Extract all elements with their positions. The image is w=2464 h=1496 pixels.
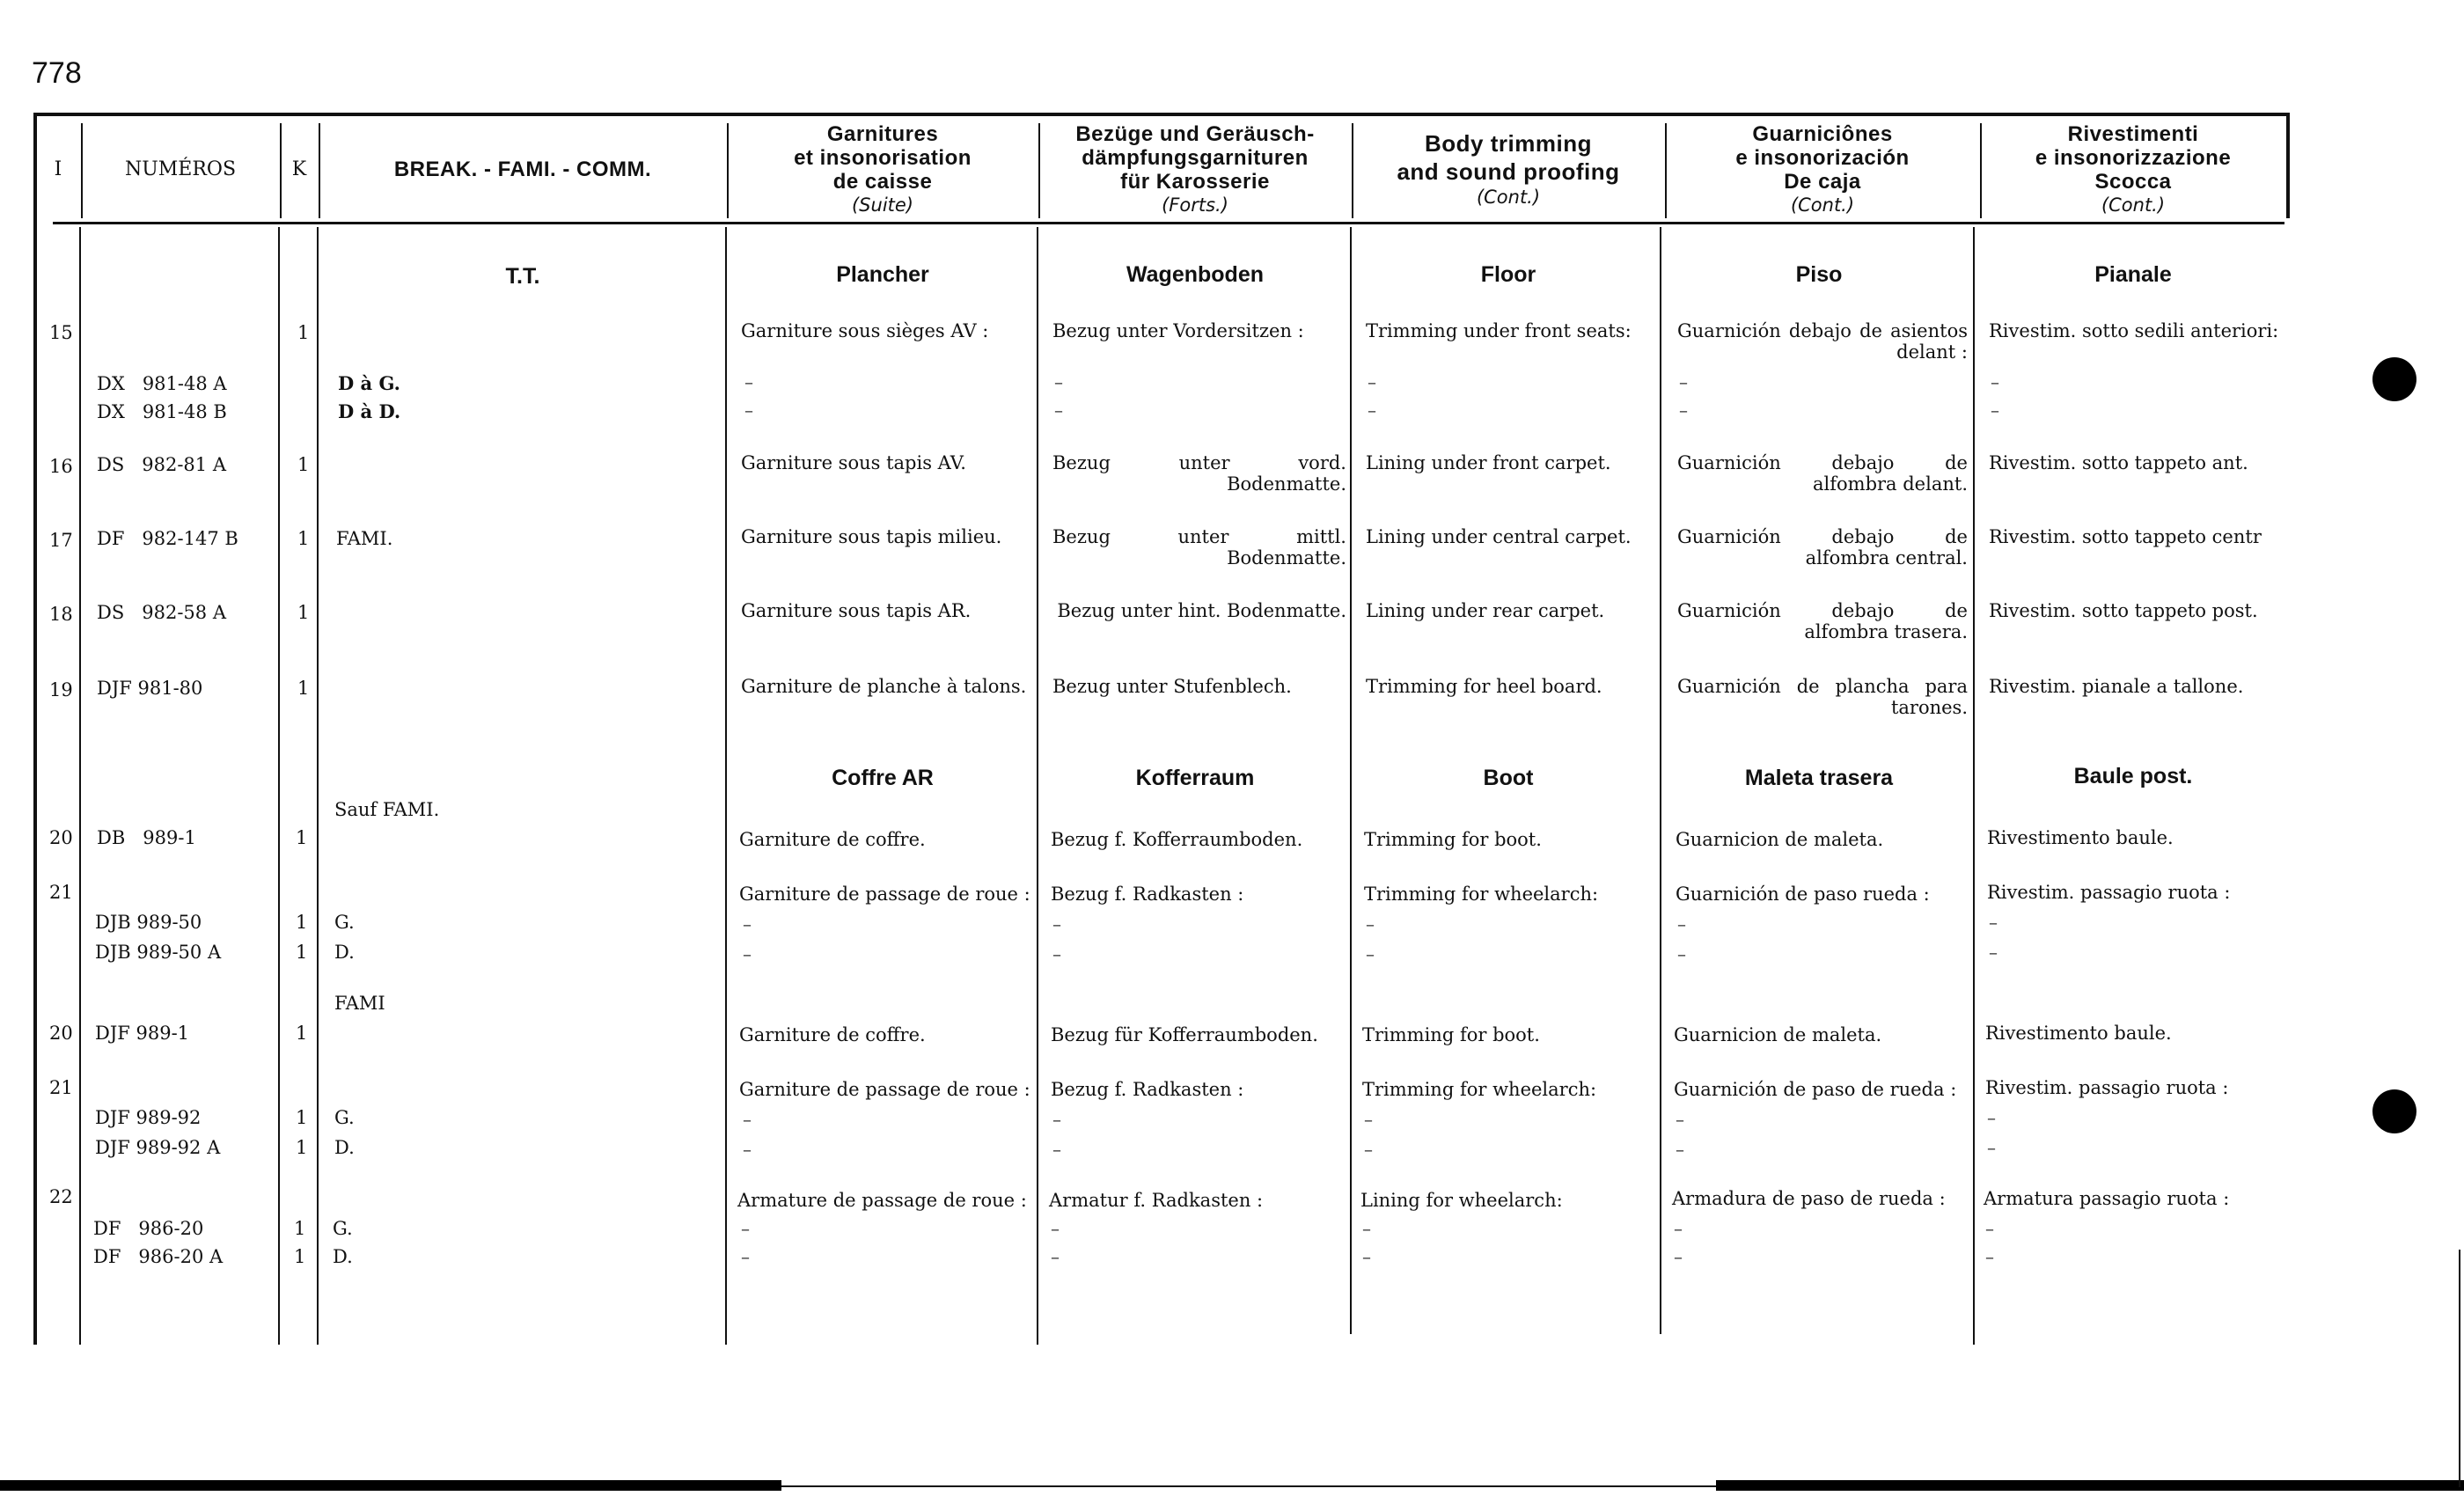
ditto-dash: –	[1362, 1246, 1371, 1267]
row-index: 18	[49, 604, 73, 625]
ditto-dash: –	[1364, 1139, 1373, 1160]
part-number: DX 981-48 A	[97, 373, 227, 394]
row-it: Rivestim. pianale a tallone.	[1989, 676, 2244, 697]
row-break: D.	[334, 942, 355, 963]
row-de: Bezug f. Radkasten :	[1051, 1079, 1244, 1100]
header-de-line1: Bezüge und Geräusch-	[1075, 121, 1315, 146]
ditto-dash: –	[743, 1139, 752, 1160]
row-es: Guarnición debajo de alfombra trasera.	[1677, 600, 1968, 642]
section-model: T.T.	[505, 264, 540, 289]
row-index: 17	[49, 530, 73, 551]
break-note: FAMI	[334, 993, 385, 1014]
ditto-dash: –	[1368, 371, 1376, 392]
row-en: Lining under front carpet.	[1366, 452, 1611, 473]
row-qty: 1	[296, 912, 308, 933]
row-es: Guarnición debajo de alfombra central.	[1677, 526, 1968, 568]
row-en: Trimming for heel board.	[1366, 676, 1602, 697]
part-number: DS 982-81 A	[97, 454, 226, 475]
ditto-dash: –	[743, 1109, 752, 1130]
header-k: K	[291, 158, 307, 180]
row-fr: Garniture de coffre.	[739, 829, 926, 850]
row-en: Lining under rear carpet.	[1366, 600, 1605, 621]
ditto-dash: –	[1674, 1246, 1683, 1267]
row-qty: 1	[297, 454, 310, 475]
ditto-dash: –	[744, 400, 753, 421]
row-break: D à D.	[338, 400, 401, 422]
binder-hole	[2372, 1089, 2416, 1133]
row-it: Rivestimento baule.	[1987, 827, 2174, 848]
ditto-dash: –	[741, 1218, 750, 1239]
header-fr-sub: (Suite)	[851, 194, 913, 216]
row-de: Bezug f. Radkasten :	[1051, 884, 1244, 905]
table-left-border	[33, 113, 37, 1345]
part-number: DS 982-58 A	[97, 602, 226, 623]
part-number: DX 981-48 B	[97, 401, 227, 422]
table-right-border	[2286, 113, 2290, 218]
row-index: 16	[49, 456, 73, 477]
row-break: G.	[334, 912, 355, 933]
ditto-dash: –	[744, 371, 753, 392]
header-german	[1038, 121, 1352, 216]
row-index: 15	[49, 322, 73, 343]
row-index: 21	[49, 1077, 73, 1098]
row-index: 20	[49, 1023, 73, 1044]
section-en-boot: Boot	[1483, 766, 1534, 790]
row-es: Armadura de paso de rueda :	[1672, 1188, 1946, 1209]
row-en: Lining for wheelarch:	[1360, 1190, 1563, 1211]
row-de: Bezug unter mittl. Bodenmatte.	[1052, 526, 1346, 568]
header-it-line1: Rivestimenti	[2067, 121, 2199, 146]
table-top-border	[35, 113, 2288, 116]
ditto-dash: –	[743, 943, 752, 964]
header-spanish	[1665, 121, 1980, 216]
header-it-line3: Scocca	[2094, 169, 2172, 194]
part-number: DJB 989-50	[95, 912, 202, 933]
row-it: Rivestimento baule.	[1985, 1023, 2172, 1044]
ditto-dash: –	[741, 1246, 750, 1267]
row-fr: Garniture de coffre.	[739, 1024, 926, 1045]
ditto-dash: –	[1366, 913, 1375, 935]
header-fr-line3: de caisse	[832, 169, 933, 194]
ditto-dash: –	[1991, 400, 1999, 421]
ditto-dash: –	[1985, 1218, 1994, 1239]
row-qty: 1	[294, 1246, 306, 1267]
row-index: 21	[49, 882, 73, 903]
part-number: DJB 989-50 A	[95, 942, 222, 963]
row-it: Armatura passagio ruota :	[1984, 1188, 2230, 1209]
header-fr-line1: Garnitures	[826, 121, 939, 146]
row-break: FAMI.	[336, 528, 393, 549]
row-en: Trimming for boot.	[1364, 829, 1542, 850]
ditto-dash: –	[1679, 400, 1688, 421]
row-en: Lining under central carpet.	[1366, 526, 1632, 547]
header-break: BREAK. - FAMI. - COMM.	[393, 157, 652, 181]
col-divider	[79, 227, 81, 1345]
page-bottom-bar-right	[1716, 1480, 2464, 1491]
part-number: DF 986-20 A	[93, 1246, 224, 1267]
ditto-dash: –	[1054, 400, 1063, 421]
row-en: Trimming under front seats:	[1366, 320, 1632, 341]
row-it: Rivestim. sotto tappeto ant.	[1989, 452, 2248, 473]
header-de-sub: (Forts.)	[1162, 194, 1228, 216]
ditto-dash: –	[1052, 913, 1061, 935]
ditto-dash: –	[1362, 1218, 1371, 1239]
ditto-dash: –	[1052, 1109, 1061, 1130]
row-qty: 1	[296, 1137, 308, 1158]
row-it: Rivestim. sotto tappeto post.	[1989, 600, 2258, 621]
header-es-sub: (Cont.)	[1790, 194, 1855, 216]
header-it-line2: e insonorizzazione	[2035, 145, 2232, 170]
row-fr: Garniture sous tapis AR.	[741, 600, 972, 621]
row-qty: 1	[297, 322, 310, 343]
ditto-dash: –	[1366, 943, 1375, 964]
part-number: DF 982-147 B	[97, 528, 238, 549]
row-es: Guarnición de paso rueda :	[1676, 884, 1930, 905]
row-it: Rivestim. sotto sedili anteriori:	[1989, 320, 2279, 341]
ditto-dash: –	[1676, 1109, 1684, 1130]
row-qty: 1	[296, 942, 308, 963]
row-de: Bezug unter hint. Bodenmatte.	[1057, 600, 1346, 621]
col-divider	[317, 227, 319, 1345]
header-en-line2: and sound proofing	[1397, 158, 1620, 185]
row-es: Guarnición debajo de asientos delant :	[1677, 320, 1968, 363]
ditto-dash: –	[1987, 1137, 1996, 1158]
header-english	[1352, 121, 1665, 216]
row-fr: Garniture de planche à talons.	[741, 676, 1027, 697]
row-fr: Garniture sous tapis AV.	[741, 452, 966, 473]
row-en: Trimming for wheelarch:	[1362, 1079, 1597, 1100]
section-en-floor: Floor	[1480, 262, 1536, 287]
header-en-sub: (Cont.)	[1476, 187, 1541, 208]
row-es: Guarnición de paso de rueda :	[1674, 1079, 1957, 1100]
binder-hole	[2372, 357, 2416, 401]
row-es: Guarnición debajo de alfombra delant.	[1677, 452, 1968, 495]
header-de-line2: dämpfungsgarnituren	[1082, 145, 1309, 170]
row-break: D.	[334, 1137, 355, 1158]
page-corner-line	[2459, 1250, 2460, 1487]
header-es-line1: Guarniciônes	[1752, 121, 1893, 146]
part-number: DB 989-1	[97, 827, 196, 848]
ditto-dash: –	[1368, 400, 1376, 421]
ditto-dash: –	[1051, 1246, 1060, 1267]
ditto-dash: –	[1677, 913, 1686, 935]
row-qty: 1	[297, 602, 310, 623]
ditto-dash: –	[1679, 371, 1688, 392]
row-qty: 1	[296, 1107, 308, 1128]
section-de-kofferraum: Kofferraum	[1135, 766, 1255, 790]
row-de: Bezug unter Stufenblech.	[1052, 676, 1292, 697]
row-it: Rivestim. passagio ruota :	[1987, 882, 2231, 903]
header-es-line2: e insonorización	[1735, 145, 1910, 170]
row-index: 22	[49, 1186, 73, 1207]
ditto-dash: –	[1676, 1139, 1684, 1160]
ditto-dash: –	[1985, 1246, 1994, 1267]
row-fr: Garniture de passage de roue :	[739, 1079, 1030, 1100]
header-french	[727, 121, 1038, 216]
row-index: 20	[49, 827, 73, 848]
header-it-sub: (Cont.)	[2101, 194, 2166, 216]
row-qty: 1	[297, 528, 310, 549]
col-divider	[278, 227, 280, 1345]
page-number: 778	[32, 56, 82, 90]
row-fr: Garniture sous tapis milieu.	[741, 526, 1002, 547]
row-fr: Garniture de passage de roue :	[739, 884, 1030, 905]
header-en-line1: Body trimming	[1425, 130, 1592, 157]
part-number: DF 986-20	[93, 1218, 204, 1239]
row-es: Guarnicion de maleta.	[1676, 829, 1884, 850]
row-qty: 1	[294, 1218, 306, 1239]
row-de: Bezug f. Kofferraumboden.	[1051, 829, 1303, 850]
ditto-dash: –	[1991, 371, 1999, 392]
ditto-dash: –	[1677, 943, 1686, 964]
page-bottom-bar-left	[0, 1480, 781, 1491]
ditto-dash: –	[1364, 1109, 1373, 1130]
row-fr: Armature de passage de roue :	[737, 1190, 1027, 1211]
header-italian	[1980, 121, 2286, 216]
ditto-dash: –	[1989, 942, 1998, 963]
part-number: DJF 989-92 A	[95, 1137, 221, 1158]
part-number: DJF 989-1	[95, 1023, 190, 1044]
ditto-dash: –	[1989, 912, 1998, 933]
header-de-line3: für Karosserie	[1120, 169, 1270, 194]
section-es-piso: Piso	[1795, 262, 1843, 287]
ditto-dash: –	[1051, 1218, 1060, 1239]
row-es: Guarnición de plancha para tarones.	[1677, 676, 1968, 718]
section-es-maleta: Maleta trasera	[1744, 766, 1894, 790]
row-qty: 1	[296, 1023, 308, 1044]
row-qty: 1	[297, 678, 310, 699]
ditto-dash: –	[743, 913, 752, 935]
row-de: Bezug unter Vordersitzen :	[1052, 320, 1304, 341]
header-i: I	[54, 158, 62, 180]
ditto-dash: –	[1052, 943, 1061, 964]
row-it: Rivestim. sotto tappeto centr	[1989, 526, 2262, 547]
ditto-dash: –	[1052, 1139, 1061, 1160]
row-break: G.	[334, 1107, 355, 1128]
header-fr-line2: et insonorisation	[794, 145, 972, 170]
ditto-dash: –	[1054, 371, 1063, 392]
row-de: Armatur f. Radkasten :	[1049, 1190, 1264, 1211]
row-it: Rivestim. passagio ruota :	[1985, 1077, 2229, 1098]
row-break: G.	[333, 1218, 353, 1239]
header-es-line3: De caja	[1784, 169, 1861, 194]
part-number: DJF 989-92	[95, 1107, 202, 1128]
section-fr-plancher: Plancher	[836, 262, 929, 287]
row-qty: 1	[296, 827, 308, 848]
row-break: D.	[333, 1246, 353, 1267]
break-note: Sauf FAMI.	[334, 799, 440, 820]
section-de-wagenboden: Wagenboden	[1126, 262, 1264, 287]
row-fr: Garniture sous sièges AV :	[741, 320, 989, 341]
section-fr-coffre: Coffre AR	[832, 766, 934, 790]
section-it-pianale: Pianale	[2094, 262, 2172, 287]
part-number: DJF 981-80	[97, 678, 203, 699]
row-en: Trimming for boot.	[1362, 1024, 1540, 1045]
header-numeros: NUMÉROS	[124, 158, 237, 180]
row-break: D à G.	[338, 372, 400, 394]
row-es: Guarnicion de maleta.	[1674, 1024, 1882, 1045]
header-bottom-rule	[53, 222, 2284, 224]
row-de: Bezug für Kofferraumboden.	[1051, 1024, 1318, 1045]
section-it-baule: Baule post.	[2073, 764, 2193, 788]
ditto-dash: –	[1674, 1218, 1683, 1239]
row-index: 19	[49, 679, 73, 700]
col-divider	[1973, 227, 1975, 1345]
row-en: Trimming for wheelarch:	[1364, 884, 1599, 905]
row-de: Bezug unter vord. Bodenmatte.	[1052, 452, 1346, 495]
ditto-dash: –	[1987, 1107, 1996, 1128]
